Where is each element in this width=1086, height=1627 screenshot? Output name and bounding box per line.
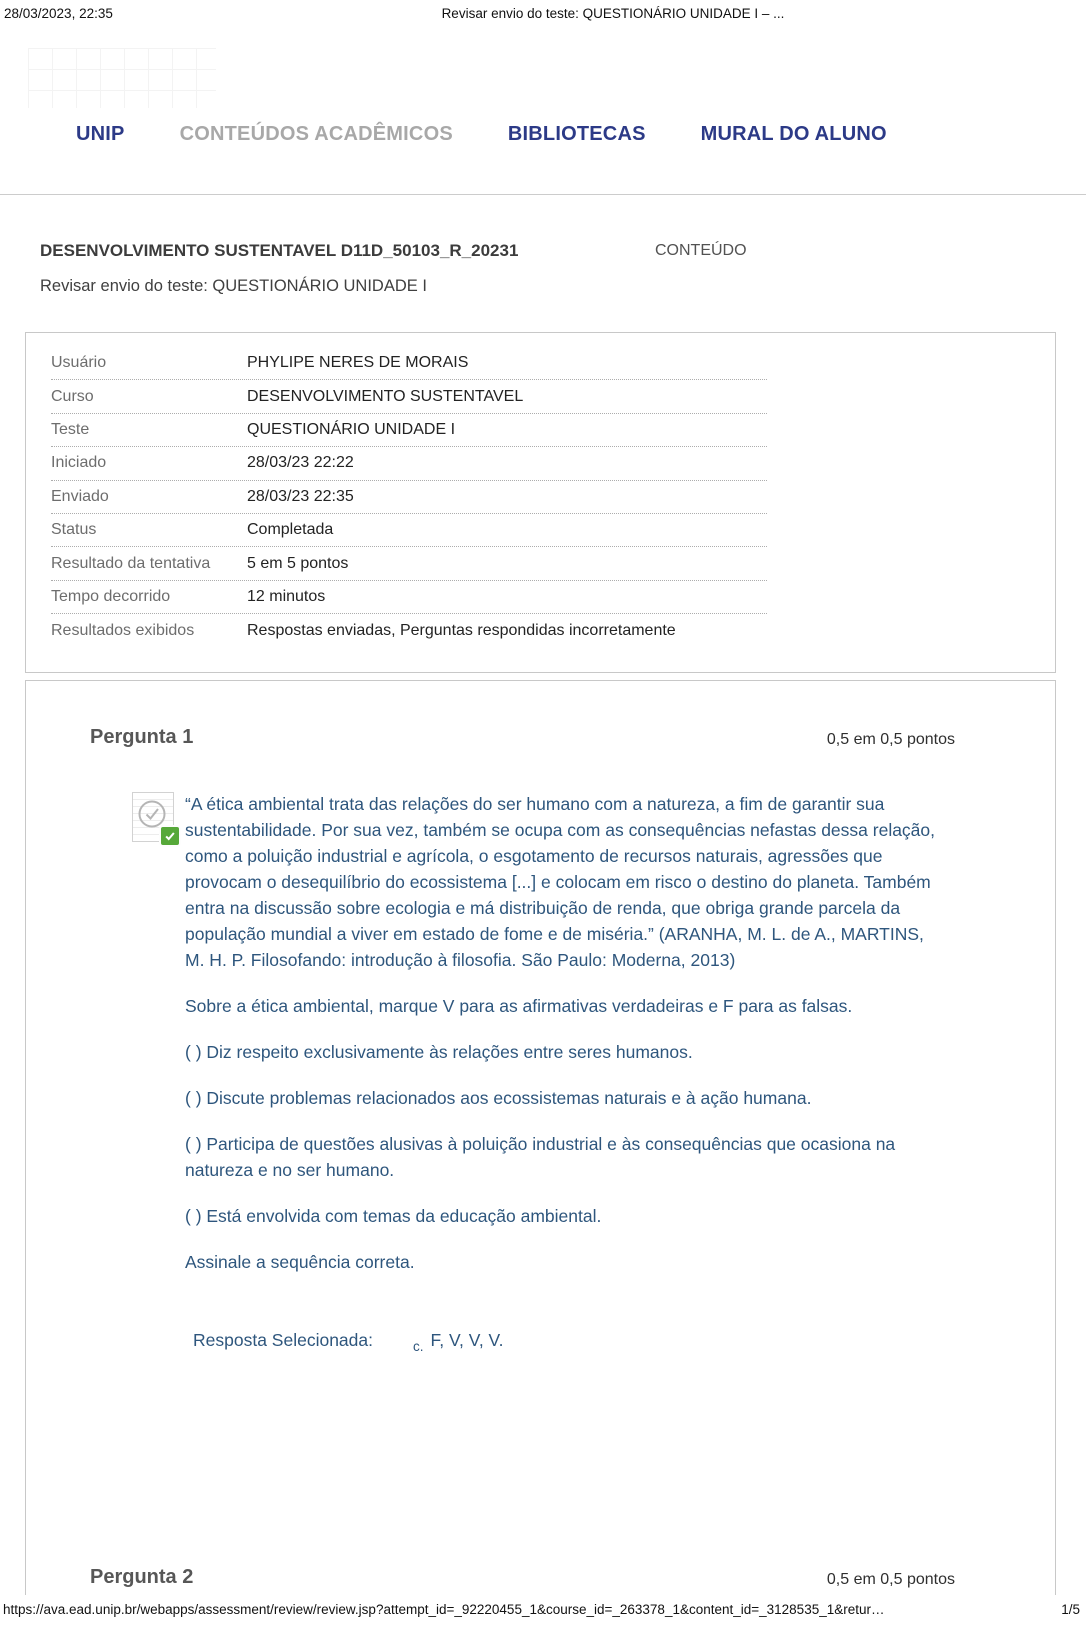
attempt-summary-panel: [25, 332, 1056, 673]
summary-value: Respostas enviadas, Perguntas respondidas incorretamente: [247, 621, 676, 639]
question-paragraph: Assinale a sequência correta.: [185, 1252, 415, 1272]
question-paragraph: ( ) Está envolvida com temas da educação ambiental.: [185, 1206, 602, 1226]
page-subtitle: Revisar envio do teste: QUESTIONÁRIO UNIDADE I: [40, 277, 427, 295]
summary-row: [51, 581, 767, 614]
content-menu-link[interactable]: CONTEÚDO: [655, 242, 747, 259]
summary-value: DESENVOLVIMENTO SUSTENTAVEL: [247, 387, 524, 405]
question-paragraph: Sobre a ética ambiental, marque V para as afirmativas verdadeiras e F para as falsas.: [185, 996, 853, 1016]
summary-row: [51, 347, 767, 380]
summary-row: [51, 514, 767, 547]
summary-label: Teste: [51, 420, 90, 438]
question-1-text: [185, 791, 937, 1275]
summary-row: [51, 380, 767, 413]
nav-item-bibliotecas[interactable]: BIBLIOTECAS: [507, 123, 646, 145]
selected-answer-value: F, V, V, V.: [430, 1330, 504, 1350]
question-1-points: 0,5 em 0,5 pontos: [826, 731, 955, 748]
question-paragraph: ( ) Participa de questões alusivas à poluição industrial e às consequências que ocasiona na natureza e no ser humano.: [185, 1134, 896, 1180]
summary-row: [51, 447, 767, 480]
summary-label: Resultado da tentativa: [51, 554, 211, 572]
attempt-summary-rows: [51, 347, 767, 648]
top-navigation: [76, 123, 887, 146]
nav-item-conteudos-academicos[interactable]: CONTEÚDOS ACADÊMICOS: [179, 123, 453, 145]
question-result-icon: [132, 792, 177, 844]
summary-label: Status: [51, 521, 97, 539]
footer-page-number: 1/5: [1061, 1602, 1080, 1617]
summary-row: [51, 547, 767, 580]
selected-answer-label: Resposta Selecionada:: [193, 1330, 373, 1350]
question-2-points: 0,5 em 0,5 pontos: [826, 1571, 955, 1588]
summary-row: [51, 481, 767, 514]
summary-value: 12 minutos: [247, 587, 326, 605]
summary-label: Enviado: [51, 487, 109, 505]
summary-value: 5 em 5 pontos: [247, 554, 349, 572]
summary-value: Completada: [247, 521, 334, 539]
question-paragraph: ( ) Discute problemas relacionados aos ecossistemas naturais e à ação humana.: [185, 1088, 812, 1108]
summary-label: Tempo decorrido: [51, 587, 171, 605]
print-header-title: Revisar envio do teste: QUESTIONÁRIO UNIDADE I – ...: [441, 6, 785, 21]
question-1-title: Pergunta 1: [90, 726, 194, 748]
footer-url: https://ava.ead.unip.br/webapps/assessment/review/review.jsp?attempt_id=_92220455_1&course_id=_263378_1&content_id=_3128535_1&retur…: [3, 1602, 885, 1617]
summary-label: Resultados exibidos: [51, 621, 195, 639]
summary-label: Usuário: [51, 354, 107, 372]
check-icon: [159, 825, 181, 847]
nav-item-unip[interactable]: UNIP: [76, 123, 125, 145]
header-divider: [0, 194, 1086, 195]
question-2-title: Pergunta 2: [90, 1566, 194, 1588]
nav-item-mural-do-aluno[interactable]: MURAL DO ALUNO: [700, 123, 887, 145]
selected-answer-row: [193, 1330, 503, 1354]
summary-value: 28/03/23 22:22: [247, 454, 354, 472]
summary-row: [51, 414, 767, 447]
question-paragraph: ( ) Diz respeito exclusivamente às relações entre seres humanos.: [185, 1042, 693, 1062]
summary-row: [51, 614, 767, 647]
unip-logo-watermark: [28, 48, 216, 108]
summary-value: QUESTIONÁRIO UNIDADE I: [247, 420, 456, 438]
summary-value: PHYLIPE NERES DE MORAIS: [247, 354, 469, 372]
course-title: DESENVOLVIMENTO SUSTENTAVEL D11D_50103_R_20231: [40, 241, 519, 260]
question-paragraph: “A ética ambiental trata das relações do ser humano com a natureza, a fim de garantir sua sustentabilidade. Por sua vez, também se ocupa com as consequências nefastas dessa relação, como a poluição industrial e agrícola, o esgotamento de recursos naturais, agressões que provocam o desequilíbrio do ecossistema [...] e colocam em risco o destino do planeta. Também entra na discussão sobre ecologia e má distribuição de renda, que obriga grande parcela da população mundial a viver em estado de fome e de miséria.” (ARANHA, M. L. de A., MARTINS, M. H. P. Filosofando: introdução à filosofia. São Paulo: Moderna, 2013): [185, 794, 936, 970]
summary-value: 28/03/23 22:35: [247, 487, 354, 505]
summary-label: Iniciado: [51, 454, 107, 472]
summary-label: Curso: [51, 387, 94, 405]
selected-answer-letter: c.: [412, 1339, 424, 1354]
print-header-datetime: 28/03/2023, 22:35: [4, 6, 113, 21]
